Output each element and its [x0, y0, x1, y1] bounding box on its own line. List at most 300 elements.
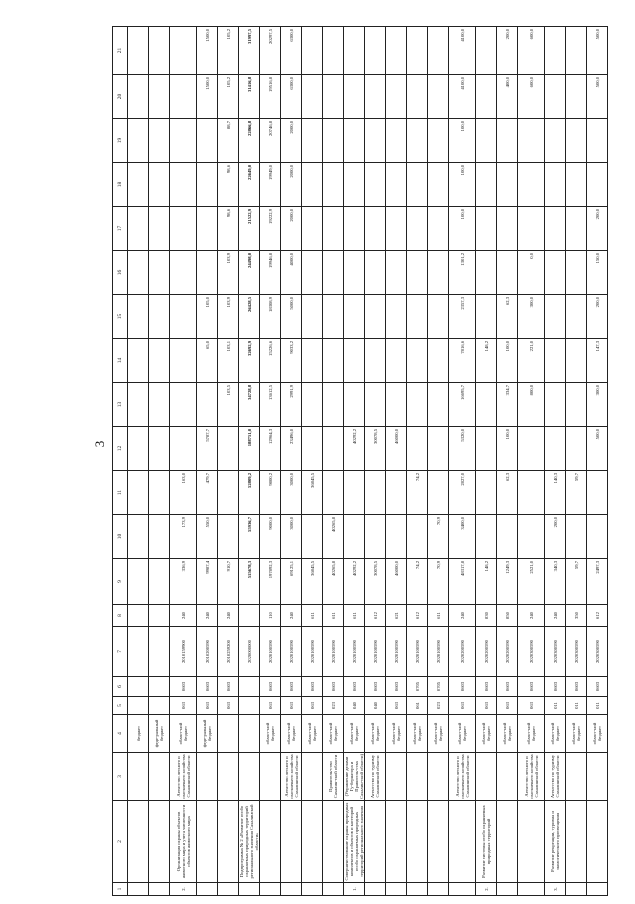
table-viewport — [112, 29, 602, 896]
amount-cell: 5000,0 — [281, 295, 302, 339]
amount-cell: 2000,0 — [281, 119, 302, 163]
amount-cell: 100,0 — [449, 207, 476, 251]
amount-cell — [518, 207, 545, 251]
amount-cell: 140,3 — [545, 471, 566, 515]
activity-name-cell — [449, 801, 476, 883]
column-number: 6 — [113, 677, 128, 697]
row-number-cell — [239, 883, 260, 896]
budget-code-cell: 0603 — [449, 677, 476, 697]
amount-cell — [386, 295, 407, 339]
row-number-cell — [149, 883, 170, 896]
amount-cell — [545, 163, 566, 207]
budget-code-cell: 2020300590 — [566, 627, 587, 677]
amount-cell: 20746,8 — [260, 119, 281, 163]
amount-cell: 3400,0 — [449, 515, 476, 559]
amount-cell — [365, 207, 386, 251]
funding-source-cell: бюджет — [128, 715, 149, 753]
amount-cell: 1500,0 — [197, 27, 218, 75]
budget-code-cell — [128, 697, 149, 715]
budget-code-cell: 240 — [218, 605, 239, 627]
amount-cell: 2991,9 — [281, 383, 302, 427]
executor-cell — [587, 753, 608, 801]
amount-cell — [566, 75, 587, 119]
table-row — [149, 27, 170, 896]
activity-name-cell — [281, 801, 302, 883]
amount-cell — [518, 427, 545, 471]
executor-cell — [239, 753, 260, 801]
amount-cell — [365, 383, 386, 427]
budget-code-cell: 2020100590 — [323, 627, 344, 677]
table-row — [344, 27, 365, 896]
amount-cell — [170, 383, 197, 427]
amount-cell: 4000,0 — [281, 251, 302, 295]
amount-cell — [344, 163, 365, 207]
amount-cell — [302, 295, 323, 339]
amount-cell: 479,7 — [197, 471, 218, 515]
amount-cell — [545, 27, 566, 75]
budget-code-cell: 2020200590 — [497, 627, 518, 677]
budget-code-cell: 0603 — [323, 677, 344, 697]
amount-cell: 65,0 — [197, 339, 218, 383]
amount-cell: 3000,0 — [281, 515, 302, 559]
row-number-cell — [386, 883, 407, 896]
table-row — [218, 27, 239, 896]
amount-cell: 163,0 — [170, 471, 197, 515]
amount-cell — [566, 251, 587, 295]
amount-cell: 600,0 — [518, 75, 545, 119]
budget-code-cell: 063 — [260, 697, 281, 715]
budget-code-cell: 0603 — [497, 677, 518, 697]
amount-cell — [149, 515, 170, 559]
table-row — [386, 27, 407, 896]
executor-cell: (Управление делами Гу-бернатора и Правитель-ства Сахалин-ской области) — [344, 754, 364, 799]
amount-cell — [128, 515, 149, 559]
amount-cell — [386, 163, 407, 207]
amount-cell: 500,0 — [587, 75, 608, 119]
amount-cell: 103,5 — [218, 383, 239, 427]
amount-cell — [170, 207, 197, 251]
amount-cell: 36845,5 — [302, 471, 323, 515]
budget-code-cell: 063 — [449, 697, 476, 715]
budget-code-cell: 011 — [587, 697, 608, 715]
amount-cell — [344, 383, 365, 427]
row-number-cell: 2. — [170, 883, 197, 896]
budget-code-cell: 063 — [302, 697, 323, 715]
amount-cell — [323, 339, 344, 383]
amount-cell — [566, 295, 587, 339]
amount-cell — [149, 471, 170, 515]
funding-source-cell — [218, 715, 239, 753]
executor-cell: Агентство лесного и охотничьего хозяйства Сахалинской области — [518, 753, 545, 801]
budget-code-cell: 0603 — [365, 677, 386, 697]
funding-source-cell: област-ной бюджет — [518, 715, 545, 753]
budget-code-cell: 0603 — [518, 677, 545, 697]
amount-cell — [365, 75, 386, 119]
amount-cell — [128, 207, 149, 251]
column-number: 7 — [113, 627, 128, 677]
row-number-cell — [449, 883, 476, 896]
amount-cell: 550,0 — [197, 515, 218, 559]
budget-code-cell — [128, 627, 149, 677]
row-number-cell — [518, 883, 545, 896]
amount-cell: 105,2 — [218, 27, 239, 75]
amount-cell: 88,7 — [218, 119, 239, 163]
amount-cell: 200,0 — [587, 207, 608, 251]
amount-cell — [128, 559, 149, 605]
amount-cell — [344, 295, 365, 339]
budget-code-cell: 0603 — [476, 677, 497, 697]
amount-cell: 46000,0 — [386, 559, 407, 605]
amount-cell — [323, 251, 344, 295]
budget-code-cell: 2020300590 — [518, 627, 545, 677]
amount-cell: 40292,2 — [344, 427, 365, 471]
amount-cell — [302, 27, 323, 75]
amount-cell — [407, 515, 428, 559]
amount-cell — [566, 383, 587, 427]
budget-code-cell: 011 — [545, 697, 566, 715]
amount-cell: 800,0 — [518, 383, 545, 427]
amount-cell — [386, 27, 407, 75]
amount-cell: 6300,0 — [281, 75, 302, 119]
amount-cell: 30078,5 — [365, 559, 386, 605]
column-number: 19 — [113, 119, 128, 163]
budget-code-cell: 2020100590 — [365, 627, 386, 677]
table-row — [260, 27, 281, 896]
amount-cell — [518, 471, 545, 515]
budget-code-cell: 240 — [545, 605, 566, 627]
amount-cell: 7816,6 — [449, 339, 476, 383]
amount-cell: 24498,0 — [239, 251, 260, 295]
amount-cell — [365, 27, 386, 75]
amount-cell — [386, 251, 407, 295]
executor-cell — [218, 753, 239, 801]
amount-cell: 300,0 — [587, 383, 608, 427]
amount-cell — [365, 251, 386, 295]
amount-cell — [386, 383, 407, 427]
budget-code-cell: 2020100590 — [260, 627, 281, 677]
amount-cell — [407, 427, 428, 471]
budget-code-cell: 110 — [260, 605, 281, 627]
row-number-cell — [497, 883, 518, 896]
amount-cell: 5320,0 — [449, 427, 476, 471]
activity-name-cell — [149, 801, 170, 883]
amount-cell — [170, 27, 197, 75]
amount-cell — [428, 427, 449, 471]
budget-code-cell: 063 — [281, 697, 302, 715]
column-number: 9 — [113, 559, 128, 605]
activity-name-cell — [128, 801, 149, 883]
amount-cell: 19222,9 — [260, 207, 281, 251]
funding-source-cell: област-ной бюджет — [545, 715, 566, 753]
budget-code-cell: 040 — [344, 697, 365, 715]
budget-code-cell: 063 — [170, 697, 197, 715]
table-row — [545, 27, 566, 896]
budget-code-cell: 2010259200 — [218, 627, 239, 677]
activity-name-cell — [566, 801, 587, 883]
amount-cell — [344, 75, 365, 119]
row-number-cell — [218, 883, 239, 896]
table-row — [497, 27, 518, 896]
budget-code-cell — [128, 605, 149, 627]
funding-source-cell: област-ной бюджет — [476, 715, 497, 753]
amount-cell: 62,3 — [497, 471, 518, 515]
amount-cell: 30078,5 — [365, 427, 386, 471]
amount-cell — [587, 471, 608, 515]
amount-cell: 336,9 — [170, 559, 197, 605]
amount-cell: 98,6 — [218, 207, 239, 251]
column-number: 16 — [113, 251, 128, 295]
funding-source-cell: област-ной бюджет — [497, 715, 518, 753]
amount-cell — [218, 515, 239, 559]
column-number: 21 — [113, 27, 128, 75]
amount-cell — [323, 295, 344, 339]
budget-code-cell: 0603 — [170, 677, 197, 697]
amount-cell — [302, 75, 323, 119]
amount-cell: 55936,7 — [239, 515, 260, 559]
row-number-cell — [365, 883, 386, 896]
executor-cell — [476, 753, 497, 801]
funding-source-cell: област-ной бюджет — [449, 715, 476, 753]
amount-cell: 150,0 — [587, 251, 608, 295]
amount-cell — [587, 119, 608, 163]
activity-name-cell: Развитие рекреации, туризма и экологического просвещения — [545, 801, 566, 883]
amount-cell — [323, 119, 344, 163]
budget-code-cell: 023 — [323, 697, 344, 715]
funding-source-cell: област-ной бюджет — [407, 715, 428, 753]
amount-cell — [545, 251, 566, 295]
amount-cell: 173,9 — [170, 515, 197, 559]
amount-cell: 40292,2 — [344, 559, 365, 605]
funding-source-cell: област-ной бюджет — [281, 715, 302, 753]
amount-cell — [149, 163, 170, 207]
activity-name-cell — [323, 801, 344, 883]
amount-cell — [365, 163, 386, 207]
table-row — [302, 27, 323, 896]
funding-source-cell: област-ной бюджет — [428, 715, 449, 753]
table-row — [566, 27, 587, 896]
budget-code-cell: 2020100590 — [407, 627, 428, 677]
amount-cell — [344, 207, 365, 251]
budget-code-cell: 040 — [365, 697, 386, 715]
funding-source-cell: област-ной бюджет — [587, 715, 608, 753]
amount-cell: 103,1 — [218, 339, 239, 383]
budget-code-cell: 023 — [428, 697, 449, 715]
amount-cell — [302, 163, 323, 207]
amount-cell — [365, 339, 386, 383]
amount-cell: 500,0 — [587, 427, 608, 471]
executor-cell — [128, 753, 149, 801]
table-row — [428, 27, 449, 896]
amount-cell: 148,2 — [476, 559, 497, 605]
amount-cell — [476, 207, 497, 251]
amount-cell — [428, 207, 449, 251]
amount-cell — [407, 119, 428, 163]
budget-code-cell: 850 — [497, 605, 518, 627]
budget-code-cell: 2020200590 — [476, 627, 497, 677]
budget-code-cell: 0705 — [407, 677, 428, 697]
budget-code-cell: 0705 — [428, 677, 449, 697]
amount-cell: 334,7 — [497, 383, 518, 427]
amount-cell: 910,7 — [218, 559, 239, 605]
funding-source-cell: феде-ральный бюджет — [197, 715, 218, 753]
table-row — [128, 27, 149, 896]
amount-cell: 52809,2 — [239, 471, 260, 515]
amount-cell — [128, 427, 149, 471]
amount-cell: 18308,9 — [260, 295, 281, 339]
amount-cell: 103,9 — [218, 251, 239, 295]
executor-cell — [149, 753, 170, 801]
amount-cell: 48317,8 — [449, 559, 476, 605]
budget-code-cell — [149, 605, 170, 627]
table-row — [476, 27, 497, 896]
amount-cell — [365, 471, 386, 515]
column-number: 8 — [113, 605, 128, 627]
column-number: 18 — [113, 163, 128, 207]
budget-code-cell: 0603 — [302, 677, 323, 697]
amount-cell — [476, 163, 497, 207]
amount-cell — [566, 515, 587, 559]
table-row — [449, 27, 476, 896]
amount-cell: 200,0 — [545, 515, 566, 559]
amount-cell: 600,0 — [518, 27, 545, 75]
amount-cell: 59,7 — [566, 559, 587, 605]
budget-code-cell: 2020100590 — [428, 627, 449, 677]
executor-cell — [302, 753, 323, 801]
column-number: 11 — [113, 471, 128, 515]
amount-cell: 2497,3 — [587, 559, 608, 605]
amount-cell — [149, 559, 170, 605]
row-number-cell — [566, 883, 587, 896]
column-number: 17 — [113, 207, 128, 251]
amount-cell: 2827,0 — [449, 471, 476, 515]
amount-cell — [566, 207, 587, 251]
amount-cell: 200,0 — [587, 295, 608, 339]
funding-source-cell: област-ной бюджет — [302, 715, 323, 753]
amount-cell — [545, 75, 566, 119]
budget-code-cell: 0603 — [260, 677, 281, 697]
amount-cell: 100,0 — [497, 427, 518, 471]
funding-source-cell: област-ной бюджет — [344, 715, 365, 753]
activity-name-cell — [518, 801, 545, 883]
budget-code-cell: 2020100590 — [302, 627, 323, 677]
amount-cell: 2000,0 — [281, 163, 302, 207]
amount-cell — [407, 339, 428, 383]
executor-cell — [428, 753, 449, 801]
amount-cell — [197, 163, 218, 207]
amount-cell — [323, 27, 344, 75]
column-number: 14 — [113, 339, 128, 383]
amount-cell — [218, 471, 239, 515]
amount-cell — [587, 163, 608, 207]
column-number: 20 — [113, 75, 128, 119]
budget-code-cell: 240 — [449, 605, 476, 627]
amount-cell — [128, 163, 149, 207]
activity-name-cell — [386, 801, 407, 883]
budget-code-cell: 612 — [365, 605, 386, 627]
amount-cell — [545, 295, 566, 339]
amount-cell — [587, 515, 608, 559]
amount-cell: 9033,2 — [281, 339, 302, 383]
budget-code-cell: 0603 — [545, 677, 566, 697]
amount-cell — [386, 119, 407, 163]
budget-code-cell: 612 — [407, 605, 428, 627]
amount-cell: 98,6 — [218, 163, 239, 207]
executor-cell — [566, 753, 587, 801]
amount-cell: 2357,3 — [449, 295, 476, 339]
amount-cell — [428, 295, 449, 339]
budget-code-cell: 0603 — [386, 677, 407, 697]
budget-table — [112, 26, 608, 896]
amount-cell: 100,0 — [497, 339, 518, 383]
amount-cell — [518, 515, 545, 559]
amount-cell: 26428,5 — [239, 295, 260, 339]
amount-cell: 12964,3 — [260, 427, 281, 471]
amount-cell: 19946,8 — [260, 251, 281, 295]
row-number-cell: 3. — [545, 883, 566, 896]
budget-code-cell: 063 — [497, 697, 518, 715]
executor-cell: Агентство лесного и охотничьего хозяйства Сахалинской области — [281, 753, 302, 801]
budget-code-cell: 350 — [566, 605, 587, 627]
budget-code-cell — [149, 697, 170, 715]
amount-cell: 19516,8 — [260, 75, 281, 119]
amount-cell — [497, 119, 518, 163]
amount-cell: 40265,8 — [323, 515, 344, 559]
amount-cell: 4100,0 — [449, 75, 476, 119]
amount-cell: 100,0 — [449, 163, 476, 207]
amount-cell: 32692,9 — [239, 339, 260, 383]
amount-cell: 400,0 — [497, 75, 518, 119]
amount-cell: 46000,0 — [386, 427, 407, 471]
amount-cell — [566, 163, 587, 207]
budget-code-cell: 2020100590 — [386, 627, 407, 677]
amount-cell — [170, 75, 197, 119]
activity-name-cell — [587, 801, 608, 883]
amount-cell — [545, 339, 566, 383]
row-number-cell — [587, 883, 608, 896]
amount-cell — [497, 207, 518, 251]
amount-cell: 188751,0 — [239, 427, 260, 471]
amount-cell: 40265,8 — [323, 559, 344, 605]
amount-cell — [323, 163, 344, 207]
activity-name-cell — [218, 801, 239, 883]
amount-cell — [197, 251, 218, 295]
budget-code-cell — [239, 605, 260, 627]
amount-cell: 16695,7 — [449, 383, 476, 427]
budget-code-cell — [239, 697, 260, 715]
amount-cell: 105,2 — [218, 75, 239, 119]
amount-cell — [365, 119, 386, 163]
row-number-cell — [197, 883, 218, 896]
amount-cell — [170, 163, 197, 207]
amount-cell — [407, 383, 428, 427]
activity-name-cell — [497, 801, 518, 883]
amount-cell — [407, 27, 428, 75]
amount-cell: 22866,8 — [239, 119, 260, 163]
amount-cell — [476, 383, 497, 427]
column-number: 1 — [113, 883, 128, 896]
amount-cell: 74,2 — [407, 471, 428, 515]
amount-cell — [407, 207, 428, 251]
amount-cell — [386, 75, 407, 119]
activity-name-cell — [197, 801, 218, 883]
funding-source-cell: област-ной бюджет — [323, 715, 344, 753]
budget-code-cell — [128, 677, 149, 697]
amount-cell — [344, 27, 365, 75]
funding-source-cell: област-ной бюджет — [170, 715, 197, 753]
amount-cell — [344, 515, 365, 559]
amount-cell — [128, 295, 149, 339]
amount-cell — [476, 427, 497, 471]
